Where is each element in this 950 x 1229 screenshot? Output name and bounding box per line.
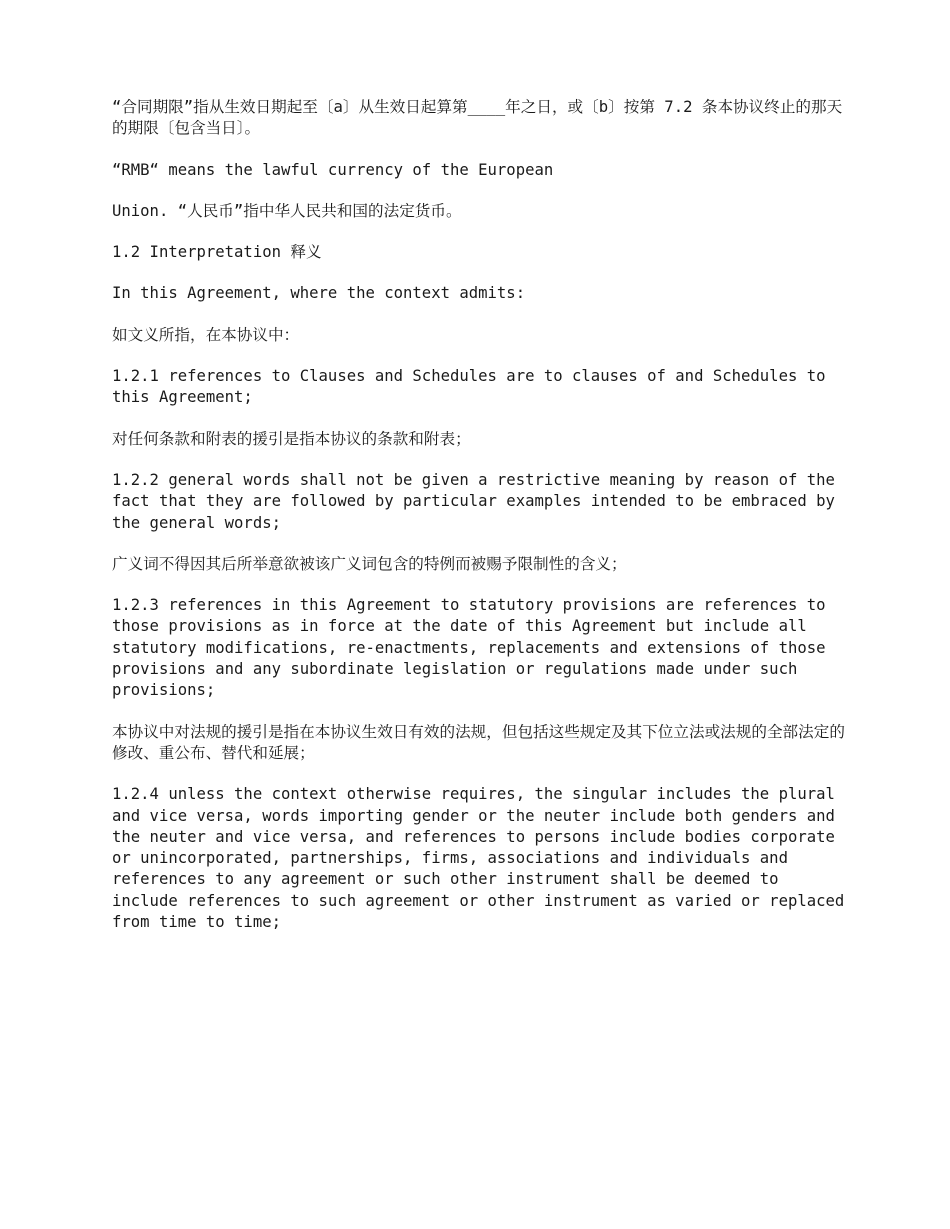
- section-heading-interpretation: 1.2 Interpretation 释义: [112, 243, 322, 262]
- definition-rmb-en: “RMB“ means the lawful currency of the European: [112, 160, 554, 179]
- clause-1-2-2-cn: 广义词不得因其后所举意欲被该广义词包含的特例而被赐予限制性的含义；: [112, 554, 627, 573]
- interpretation-intro-cn: 如文义所指，在本协议中：: [112, 325, 300, 344]
- definition-contract-term: “合同期限”指从生效日期起至〔a〕从生效日起算第____年之日，或〔b〕按第 7.2 条本协议终止的那天的期限〔包含当日〕。: [112, 98, 843, 138]
- clause-1-2-1-cn: 对任何条款和附表的援引是指本协议的条款和附表；: [112, 429, 471, 448]
- clause-1-2-4-en: 1.2.4 unless the context otherwise requires, the singular includes the plural and vice versa, words importing gender or the neuter include both genders and the neuter and vice versa, and references to persons include bodies corporate or unincorporated, partnerships, firms, associations and individuals and references to any agreement or such other instrument shall be deemed to include references to such agreement or other instrument as varied or replaced from time to time;: [112, 785, 845, 932]
- document-page: [112, 97, 848, 953]
- interpretation-intro-en: In this Agreement, where the context admits:: [112, 284, 526, 303]
- clause-1-2-1-en: 1.2.1 references to Clauses and Schedules are to clauses of and Schedules to this Agreement;: [112, 367, 826, 407]
- definition-rmb-cn: Union. “人民币”指中华人民共和国的法定货币。: [112, 201, 462, 220]
- clause-1-2-3-en: 1.2.3 references in this Agreement to statutory provisions are references to those provisions as in force at the date of this Agreement but include all statutory modifications, re-enactments, replacements and extensions of those provisions and any subordinate legislation or regulations made under such provisions;: [112, 596, 826, 700]
- clause-1-2-3-cn: 本协议中对法规的援引是指在本协议生效日有效的法规，但包括这些规定及其下位立法或法规的全部法定的修改、重公布、替代和延展；: [112, 722, 845, 762]
- clause-1-2-2-en: 1.2.2 general words shall not be given a restrictive meaning by reason of the fact that they are followed by particular examples intended to be embraced by the general words;: [112, 470, 835, 532]
